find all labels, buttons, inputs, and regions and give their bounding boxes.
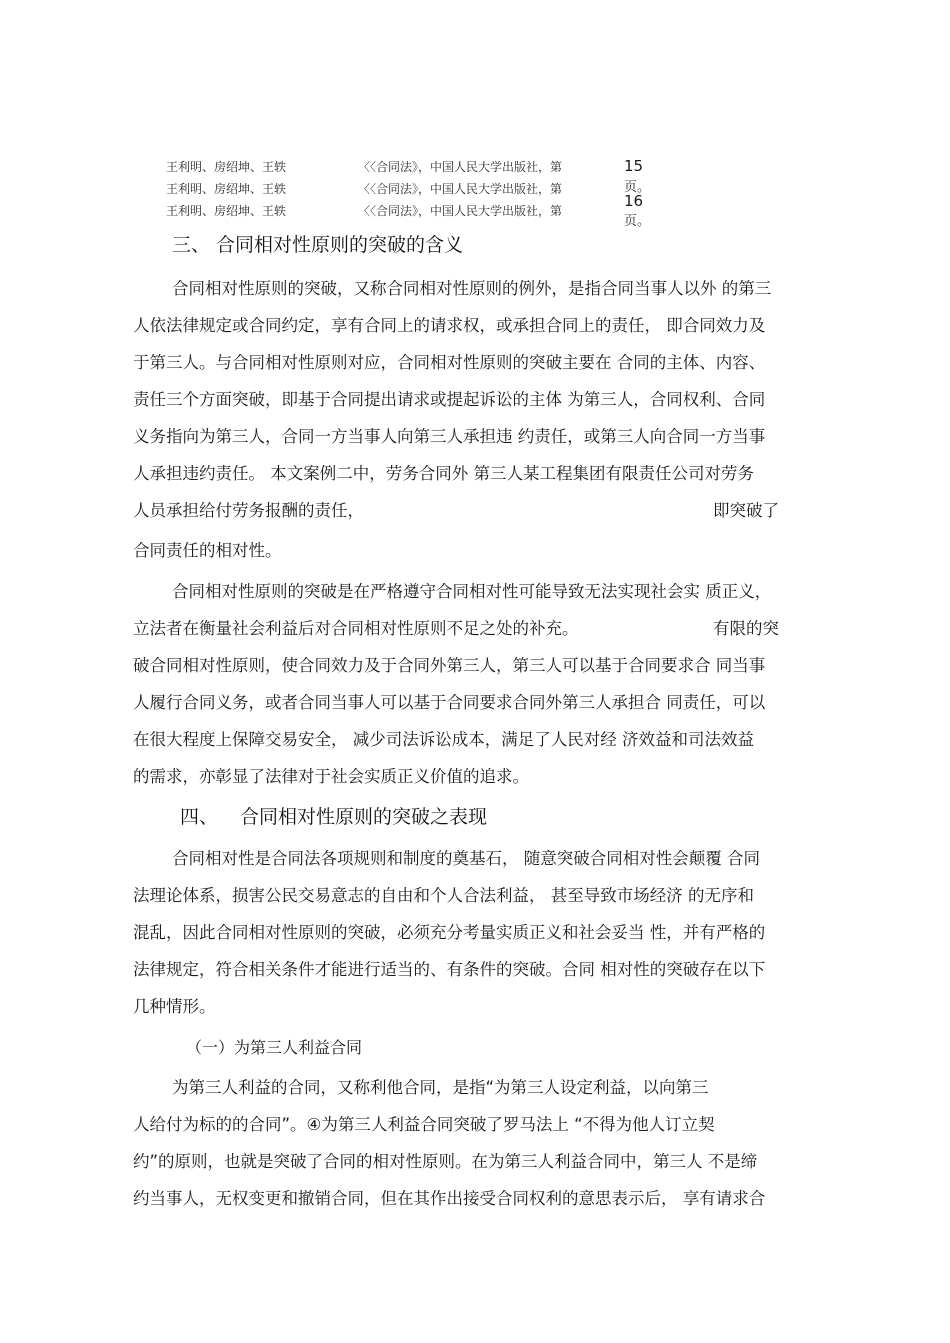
paragraph-line: 约”的原则，也就是突破了合同的相对性原则。在为第三人利益合同中，第三人 不是缔	[133, 1152, 758, 1171]
section-heading: 三、 合同相对性原则的突破的含义	[172, 234, 464, 256]
footnote-authors: 王利明、房绍坤、王轶	[166, 160, 287, 174]
footnote-authors: 王利明、房绍坤、王轶	[166, 182, 287, 196]
paragraph-line: 有限的突	[713, 619, 779, 638]
paragraph-line: 合同责任的相对性。	[133, 541, 282, 560]
footnote-authors: 王利明、房绍坤、王轶	[166, 204, 287, 218]
section-heading: 合同相对性原则的突破之表现	[240, 806, 488, 828]
paragraph-line: 的需求，亦彰显了法律对于社会实质正义价值的追求。	[133, 767, 529, 786]
footnote-page-unit: 页。	[624, 180, 651, 195]
paragraph-line: 立法者在衡量社会利益后对合同相对性原则不足之处的补充。	[133, 619, 579, 638]
footnote-page-number: 16	[624, 192, 644, 210]
section-heading-number: 四、	[180, 806, 219, 828]
footnote-source: 〈〈合同法》，中国人民大学出版社，第	[358, 182, 563, 196]
footnote-page-unit: 页。	[624, 214, 651, 229]
paragraph-line: 即突破了	[713, 501, 779, 520]
paragraph-line: 在很大程度上保障交易安全， 减少司法诉讼成本，满足了人民对经 济效益和司法效益	[133, 730, 754, 749]
paragraph-line: 约当事人，无权变更和撤销合同，但在其作出接受合同权利的意思表示后， 享有请求合	[133, 1189, 766, 1208]
footnote-page-number: 15	[624, 157, 644, 175]
paragraph-line: 人员承担给付劳务报酬的责任，	[133, 501, 364, 520]
paragraph-line: 人履行合同义务，或者合同当事人可以基于合同要求合同外第三人承担合 同责任，可以	[133, 693, 766, 712]
paragraph-line: 混乱，因此合同相对性原则的突破，必须充分考量实质正义和社会妥当 性，并有严格的	[133, 923, 766, 942]
paragraph-line: 合同相对性原则的突破，又称合同相对性原则的例外，是指合同当事人以外 的第三	[172, 279, 772, 298]
paragraph-line: 法理论体系，损害公民交易意志的自由和个人合法利益， 甚至导致市场经济 的无序和	[133, 886, 754, 905]
paragraph-line: 为第三人利益的合同，又称利他合同，是指“为第三人设定利益，以向第三	[172, 1078, 709, 1097]
subsection-heading: （一）为第三人利益合同	[186, 1038, 363, 1057]
paragraph-line: 几种情形。	[133, 997, 216, 1016]
paragraph-line: 人承担违约责任。 本文案例二中，劳务合同外 第三人某工程集团有限责任公司对劳务	[133, 464, 754, 483]
paragraph-line: 合同相对性原则的突破是在严格遵守合同相对性可能导致无法实现社会实 质正义，	[172, 582, 772, 601]
paragraph-line: 破合同相对性原则，使合同效力及于合同外第三人，第三人可以基于合同要求合 同当事	[133, 656, 766, 675]
footnote-source: 〈〈合同法》，中国人民大学出版社，第	[358, 160, 563, 174]
paragraph-line: 合同相对性是合同法各项规则和制度的奠基石， 随意突破合同相对性会颠覆 合同	[172, 849, 760, 868]
footnote-source: 〈〈合同法》，中国人民大学出版社，第	[358, 204, 563, 218]
paragraph-line: 法律规定，符合相关条件才能进行适当的、有条件的突破。合同 相对性的突破存在以下	[133, 960, 766, 979]
paragraph-line: 人依法律规定或合同约定，享有合同上的请求权，或承担合同上的责任， 即合同效力及	[133, 316, 766, 335]
paragraph-line: 责任三个方面突破，即基于合同提出请求或提起诉讼的主体 为第三人，合同权利、合同	[133, 390, 766, 409]
paragraph-line: 义务指向为第三人，合同一方当事人向第三人承担违 约责任，或第三人向合同一方当事	[133, 427, 766, 446]
paragraph-line: 于第三人。与合同相对性原则对应，合同相对性原则的突破主要在 合同的主体、内容、	[133, 353, 766, 372]
paragraph-line: 人给付为标的的合同”。④为第三人利益合同突破了罗马法上 “不得为他人订立契	[133, 1115, 715, 1134]
